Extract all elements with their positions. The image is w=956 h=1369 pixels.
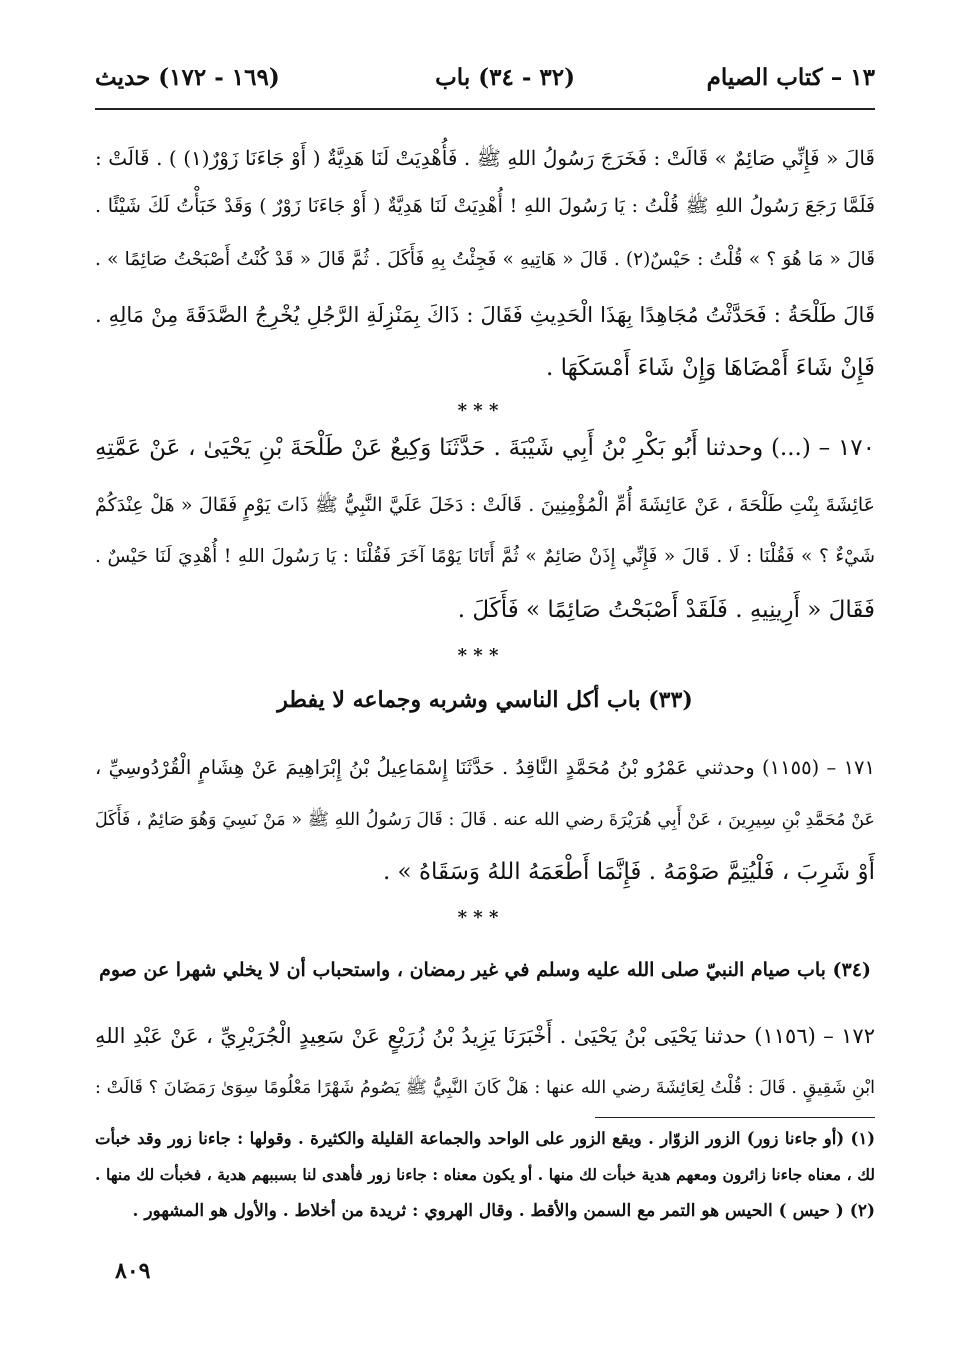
body-line: قَالَ « مَا هُوَ ؟ » قُلْتُ : حَيْسٌ(٢) . قَالَ « هَاتِيهِ » فَجِئْتُ بِهِ فَأَكَلَ . ثُمَّ قَالَ « قَدْ كُنْتُ أَصْبَحْتُ صَائِمًا » .	[95, 249, 875, 270]
footnote-rule	[595, 1117, 875, 1118]
body-line: فَإِنْ شَاءَ أَمْضَاهَا وَإِنْ شَاءَ أَمْسَكَهَا .	[546, 355, 875, 381]
chapter-heading-33: (٣٣) باب أكل الناسي وشربه وجماعه لا يفطر	[277, 687, 693, 713]
hadith-170-line: ١٧٠ – (...) وحدثنا أَبُو بَكْرِ بْنُ أَبِي شَيْبَةَ . حَدَّثَنَا وَكِيعٌ عَنْ طَلْحَةَ بْنِ يَحْيَىٰ ، عَنْ عَمَّتِهِ	[95, 435, 875, 461]
hadith-171-line: عَنْ مُحَمَّدِ بْنِ سِيرِينَ ، عَنْ أَبِي هُرَيْرَةَ رضي الله عنه . قَالَ : قَالَ رَسُولُ اللهِ ﷺ « مَنْ نَسِيَ وَهُوَ صَائِمٌ ، فَأَكَلَ	[95, 810, 875, 830]
section-separator: * * *	[457, 400, 499, 421]
header-book-title: ١٣ – كتاب الصيام	[706, 64, 875, 91]
header-chapter-range: (٣٢ - ٣٤) باب	[435, 64, 575, 91]
hadith-172-line: ابْنِ شَقِيقٍ . قَالَ : قُلْتُ لِعَائِشَةَ رضي الله عنها : هَلْ كَانَ النَّبِيُّ ﷺ يَصُومُ شَهْرًا مَعْلُومًا سِوَىٰ رَمَضَانَ ؟ قَالَتْ :	[95, 1078, 875, 1098]
page-number: ٨٠٩	[115, 1258, 151, 1284]
footnote-line: (٢) ( حيس ) الحيس هو التمر مع السمن والأقط . وقال الهروي : ثريدة من أخلاط . والأول هو المشهور .	[132, 1201, 875, 1221]
body-line: قَالَ « فَإِنِّي صَائِمٌ » قَالَتْ : فَخَرَجَ رَسُولُ اللهِ ﷺ . فَأُهْدِيَتْ لَنَا هَدِيَّةٌ ( أَوْ جَاءَنَا زَوْرٌ(١) ) . قَالَتْ :	[95, 146, 875, 170]
footnote-line: (١) (أو جاءنا زور) الزور الزوّار . ويقع الزور على الواحد والجماعة القليلة والكثيرة . وقولها : جاءنا زور وقد خبأت	[95, 1129, 875, 1148]
running-header	[95, 58, 875, 108]
body-line: فَلَمَّا رَجَعَ رَسُولُ اللهِ ﷺ قُلْتُ : يَا رَسُولَ اللهِ ! أُهْدِيَتْ لَنَا هَدِيَّةٌ ( أَوْ جَاءَنَا زَوْرٌ ) وَقَدْ خَبَأْتُ لَكَ شَيْئًا .	[95, 195, 875, 217]
hadith-170-line: فَقَالَ « أَرِينِيهِ . فَلَقَدْ أَصْبَحْتُ صَائِمًا » فَأَكَلَ .	[457, 597, 875, 623]
header-rule	[95, 108, 875, 110]
hadith-170-line: عَائِشَةَ بِنْتِ طَلْحَةَ ، عَنْ عَائِشَةَ أُمِّ الْمُؤْمِنِينَ . قَالَتْ : دَخَلَ عَلَيَّ النَّبِيُّ ﷺ ذَاتَ يَوْمٍ فَقَالَ « هَلْ عِنْدَكُمْ	[95, 494, 875, 516]
body-line: قَالَ طَلْحَةُ : فَحَدَّثْتُ مُجَاهِدًا بِهَذَا الْحَدِيثِ فَقَالَ : ذَاكَ بِمَنْزِلَةِ الرَّجُلِ يُخْرِجُ الصَّدَقَةَ مِنْ مَالِهِ .	[95, 303, 875, 327]
section-separator: * * *	[457, 907, 499, 928]
hadith-170-line: شَيْءٌ ؟ » فَقُلْنَا : لَا . قَالَ « فَإِنِّي إِذَنْ صَائِمٌ » ثُمَّ أَتَانَا يَوْمًا آخَرَ فَقُلْنَا : يَا رَسُولَ اللهِ ! أُهْدِيَ لَنَا حَيْسٌ .	[95, 546, 875, 567]
hadith-171-line: أَوْ شَرِبَ ، فَلْيُتِمَّ صَوْمَهُ . فَإِنَّمَا أَطْعَمَهُ اللهُ وَسَقَاهُ » .	[382, 859, 875, 885]
footnote-line: لك ، معناه جاءنا زائرون ومعهم هدية خبأت لك منها . أو يكون معناه : جاءنا زور فأهدى لنا بسببهم هدية ، فخبأت لك منها .	[95, 1165, 875, 1184]
section-separator: * * *	[457, 645, 499, 666]
header-hadith-range: (١٦٩ - ١٧٢) حديث	[95, 64, 280, 91]
hadith-171-line: ١٧١ – (١١٥٥) وحدثني عَمْرُو بْنُ مُحَمَّدٍ النَّاقِدُ . حَدَّثَنَا إِسْمَاعِيلُ بْنُ إِبْرَاهِيمَ عَنْ هِشَامٍ الْقُرْدُوسِيِّ ،	[95, 756, 875, 779]
chapter-heading-34: (٣٤) باب صيام النبيّ صلى الله عليه وسلم في غير رمضان ، واستحباب أن لا يخلي شهرا عن صوم	[99, 959, 871, 981]
hadith-172-line: ١٧٢ – (١١٥٦) حدثنا يَحْيَى بْنُ يَحْيَىٰ . أَخْبَرَنَا يَزِيدُ بْنُ زُرَيْعٍ عَنْ سَعِيدٍ الْجُرَيْرِيِّ ، عَنْ عَبْدِ اللهِ	[95, 1024, 875, 1048]
